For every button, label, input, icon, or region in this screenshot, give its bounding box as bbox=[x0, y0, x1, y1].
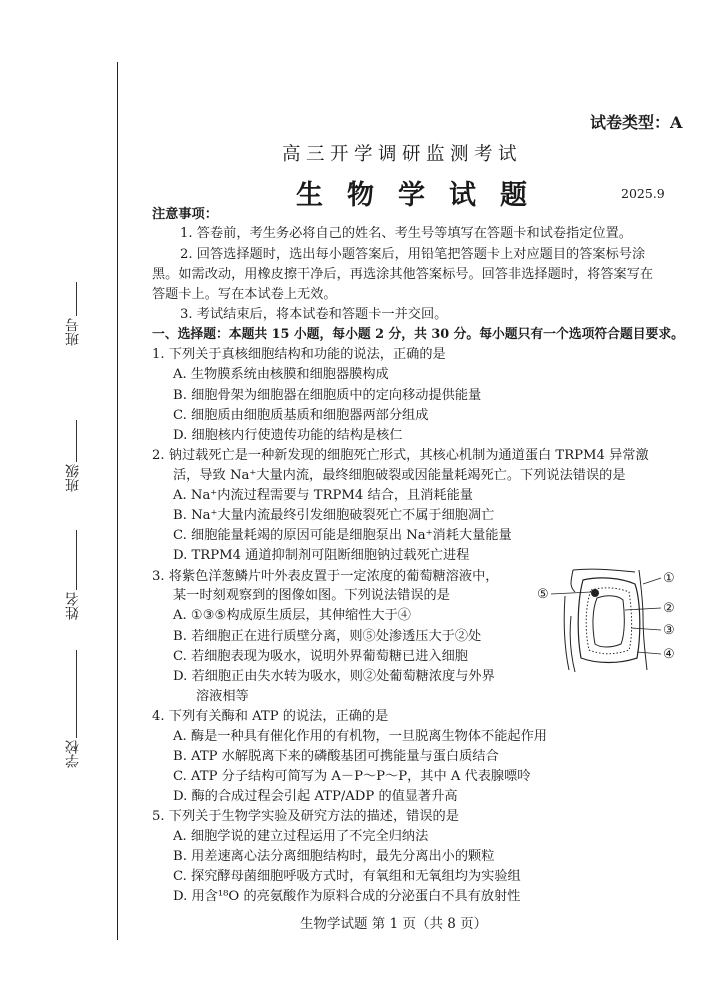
question-stem: 3. 将紫色洋葱鳞片叶外表皮置于一定浓度的葡萄糖溶液中， bbox=[152, 569, 499, 584]
nucleus bbox=[591, 589, 599, 597]
option-b: B. ATP 水解脱离下来的磷酸基团可携能量与蛋白质结合 bbox=[173, 749, 499, 764]
option-c: C. 细胞质由细胞质基质和细胞器两部分组成 bbox=[173, 408, 429, 423]
cell-wall bbox=[578, 578, 640, 663]
note-line: 黑。如需改动，用橡皮擦干净后，再选涂其他答案标号。回答非选择题时，将答案写在 bbox=[152, 267, 654, 282]
option-d: D. 若细胞正由失水转为吸水，则②处葡萄糖浓度与外界 bbox=[173, 669, 495, 684]
option-c: C. 细胞能量耗竭的原因可能是细胞泵出 Na⁺消耗大量能量 bbox=[173, 528, 512, 543]
section-heading: 一、选择题：本题共 15 小题，每小题 2 分，共 30 分。每小题只有一个选项符合题目要求。 bbox=[152, 327, 684, 342]
name-fill-line bbox=[76, 530, 77, 590]
note-line: 2. 回答选择题时，选出每小题答案后，用铅笔把答题卡上对应题目的答案标号涂 bbox=[180, 247, 646, 262]
binding-line bbox=[117, 62, 118, 940]
option-d-continued: 溶液相等 bbox=[196, 689, 249, 704]
seat-fill-line bbox=[76, 282, 77, 316]
option-d: D. 用含¹⁸O 的亮氨酸作为原料合成的分泌蛋白不具有放射性 bbox=[173, 889, 521, 904]
option-a: A. ①③⑤构成原生质层，其伸缩性大于④ bbox=[173, 608, 411, 623]
note-line: 3. 考试结束后，将本试卷和答题卡一并交回。 bbox=[180, 307, 448, 322]
option-b: B. 用差速离心法分离细胞结构时，最先分离出小的颗粒 bbox=[173, 849, 495, 864]
school-label: 学校 bbox=[65, 740, 81, 768]
seat-label: 班号 bbox=[65, 318, 81, 346]
option-d: D. TRPM4 通道抑制剂可阻断细胞钠过载死亡进程 bbox=[173, 548, 470, 563]
exam-subtitle: 高三开学调研监测考试 bbox=[282, 144, 523, 165]
option-a: A. 细胞学说的建立过程运用了不完全归纳法 bbox=[173, 829, 429, 844]
notes-heading: 注意事项： bbox=[152, 207, 218, 222]
question-stem: 活，导致 Na⁺大量内流，最终细胞破裂或因能量耗竭死亡。下列说法错误的是 bbox=[173, 468, 626, 483]
name-label: 姓名 bbox=[65, 592, 81, 620]
figure-label-3: ③ bbox=[663, 623, 675, 638]
question-stem: 4. 下列有关酶和 ATP 的说法，正确的是 bbox=[152, 709, 389, 724]
option-d: D. 酶的合成过程会引起 ATP/ADP 的值显著升高 bbox=[173, 789, 458, 804]
note-line: 答题卡上。写在本试卷上无效。 bbox=[152, 287, 337, 302]
option-d: D. 细胞核内行使遗传功能的结构是核仁 bbox=[173, 428, 403, 443]
paper-type: 试卷类型：A bbox=[590, 113, 683, 132]
option-c: C. 若细胞表现为吸水，说明外界葡萄糖已进入细胞 bbox=[173, 649, 468, 664]
figure-label-1: ① bbox=[663, 571, 675, 586]
question-stem: 某一时刻观察到的图像如图。下列说法错误的是 bbox=[173, 588, 450, 603]
question-stem: 2. 钠过载死亡是一种新发现的细胞死亡形式，其核心机制为通道蛋白 TRPM4 异常激 bbox=[152, 448, 649, 463]
question-stem: 1. 下列关于真核细胞结构和功能的说法，正确的是 bbox=[152, 347, 446, 362]
option-a: A. 酶是一种具有催化作用的有机物，一旦脱离生物体不能起作用 bbox=[173, 729, 547, 744]
option-b: B. 细胞骨架为细胞器在细胞质中的定向移动提供能量 bbox=[173, 388, 482, 403]
class-label: 班级 bbox=[65, 464, 81, 492]
figure-label-4: ④ bbox=[663, 647, 675, 662]
exam-date: 2025.9 bbox=[621, 186, 665, 201]
class-fill-line bbox=[76, 420, 77, 462]
figure-label-5: ⑤ bbox=[537, 587, 549, 602]
option-c: C. ATP 分子结构可简写为 A－P～P～P，其中 A 代表腺嘌呤 bbox=[173, 769, 531, 784]
option-c: C. 探究酵母菌细胞呼吸方式时，有氧组和无氧组均为实验组 bbox=[173, 869, 521, 884]
question-stem: 5. 下列关于生物学实验及研究方法的描述，错误的是 bbox=[152, 809, 459, 824]
option-a: A. 生物膜系统由核膜和细胞器膜构成 bbox=[173, 367, 389, 382]
option-a: A. Na⁺内流过程需要与 TRPM4 结合，且消耗能量 bbox=[173, 488, 473, 503]
vacuole bbox=[593, 596, 624, 647]
option-b: B. 若细胞正在进行质壁分离，则⑤处渗透压大于②处 bbox=[173, 629, 482, 644]
school-fill-line bbox=[76, 650, 77, 738]
option-b: B. Na⁺大量内流最终引发细胞破裂死亡不属于细胞凋亡 bbox=[173, 508, 495, 523]
note-line: 1. 答卷前，考生务必将自己的姓名、考生号等填写在答题卡和试卷指定位置。 bbox=[180, 226, 632, 241]
page-footer: 生物学试题 第 1 页（共 8 页） bbox=[300, 916, 488, 932]
exam-title: 生物学试题 bbox=[296, 180, 551, 211]
figure-label-2: ② bbox=[663, 601, 675, 616]
